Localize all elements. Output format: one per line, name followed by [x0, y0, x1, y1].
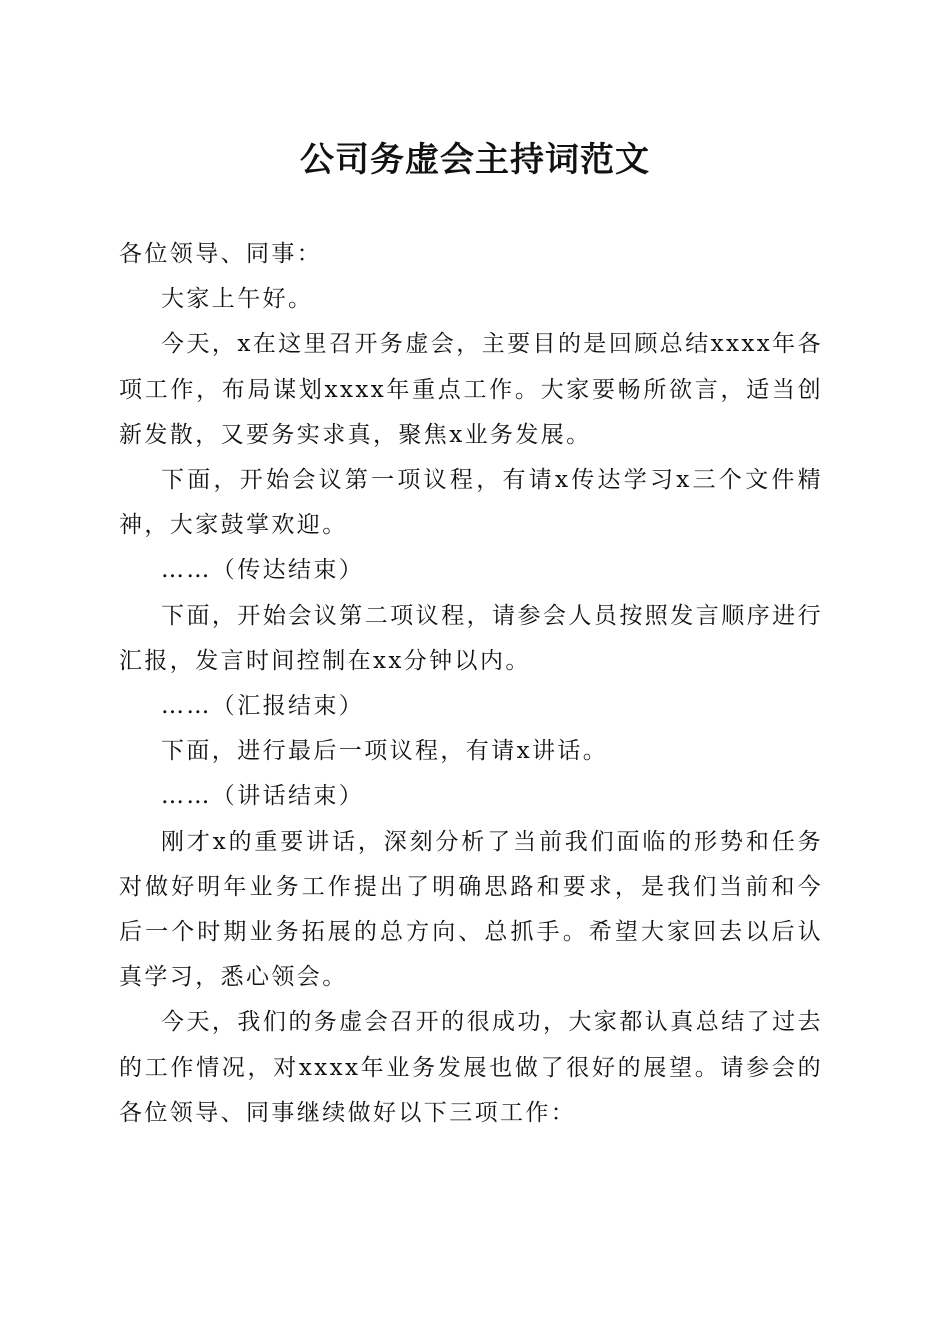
paragraph-agenda-2-end: ……（汇报结束） — [161, 693, 365, 720]
paragraph-agenda-3-end: ……（讲话结束） — [161, 783, 365, 810]
paragraph-summary: 刚才x的重要讲话，深刻分析了当前我们面临的形势和任务对做好明年业务工作提出了明确思路和要求，是我们当前和今后一个时期业务拓展的总方向、总抓手。希望大家回去以后认真学习，悉心领会。 — [119, 828, 823, 991]
paragraph-closing: 今天，我们的务虚会召开的很成功，大家都认真总结了过去的工作情况，对xxxx年业务发展也做了很好的展望。请参会的各位领导、同事继续做好以下三项工作： — [119, 1009, 823, 1126]
paragraph-agenda-1: 下面，开始会议第一项议程，有请x传达学习x三个文件精神，大家鼓掌欢迎。 — [119, 467, 823, 539]
paragraph-agenda-1-end: ……（传达结束） — [161, 557, 365, 584]
paragraph-agenda-2: 下面，开始会议第二项议程，请参会人员按照发言顺序进行汇报，发言时间控制在xx分钟以内。 — [119, 602, 823, 674]
paragraph-greeting: 大家上午好。 — [161, 286, 314, 313]
paragraph-purpose: 今天，x在这里召开务虚会，主要目的是回顾总结xxxx年各项工作，布局谋划xxxx年重点工作。大家要畅所欲言，适当创新发散，又要务实求真，聚焦x业务发展。 — [119, 331, 823, 448]
document-title: 公司务虚会主持词范文 — [300, 140, 650, 180]
document-body — [119, 232, 823, 1136]
salutation: 各位领导、同事： — [119, 241, 323, 267]
paragraph-agenda-3: 下面，进行最后一项议程，有请x讲话。 — [161, 738, 609, 765]
